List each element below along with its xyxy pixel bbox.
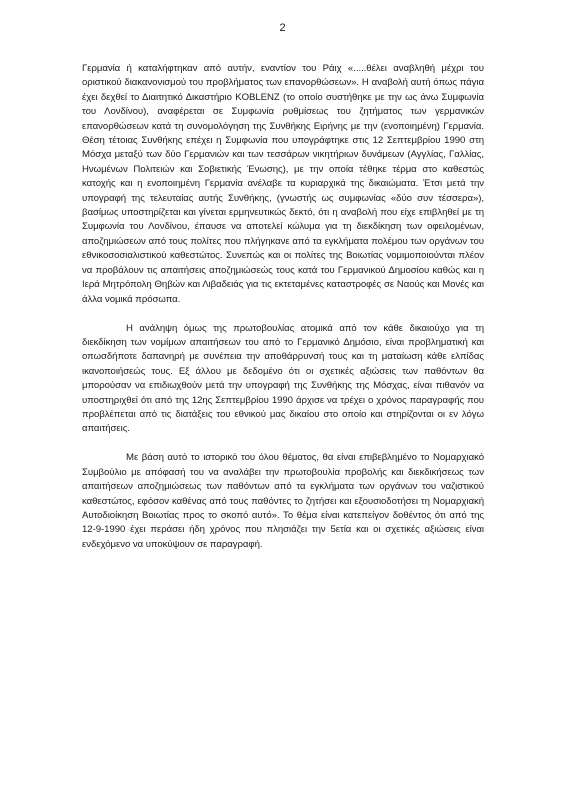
paragraph-council-initiative: Με βάση αυτό το ιστορικό του όλου θέματος, θα είναι επιβεβλημένο το Νομαρχιακό Συμβούλιο με απόφασή του να αναλάβει την πρωτοβουλία προβολής και διεκδικήσεως των απαιτήσεων αποζημιώσεως των παθόντων από τα εγκλήματα των οργάνων του ναζιστικού καθεστώτος, εφόσον καθένας από τους παθόντες το ζητήσει και εξουσιοδοτήσει τη Νομαρχιακή Αυτοδιοίκηση Βοιωτίας προς το σκοπό αυτό». Το θέμα είναι κατεπείγον δοθέντος ότι από της 12-9-1990 έχει περάσει ήδη χρόνος που πλησιάζει την 5ετία και οι σχετικές αξιώσεις είναι ενδεχόμενο να υποκύψουν σε παραγραφή. (82, 452, 484, 550)
paragraph-individual-claims: Η ανάληψη όμως της πρωτοβουλίας ατομικά από τον κάθε δικαιούχο για τη διεκδίκηση των νομίμων απαιτήσεων του από το Γερμανικό Δημόσιο, είναι προβληματική και οπωσδήποτε δαπανηρή με συνέπεια την αποθάρρυνσή τους και τη ματαίωση κάθε ελπίδας ικανοποιήσεώς τους. Εξ άλλου με δεδομένο ότι οι σχετικές αξιώσεις των παθόντων θα μπορούσαν να επιδιωχθούν μετά την υπογραφή της Συνθήκης της Μόσχας, είναι πιθανόν να υποστηριχθεί ότι από της 12ης Σεπτεμβρίου 1990 άρχισε να τρέχει ο χρόνος παραγραφής που προβλέπεται από τις διατάξεις του εθνικού μας δικαίου στο οποίο και στηρίζονται οι εν λόγω απαιτήσεις. (82, 322, 484, 435)
document-body (82, 62, 484, 552)
page-number: 2 (279, 22, 286, 34)
paragraph-reparations-postponement: Γερμανία ή καταλήφτηκαν από αυτήν, εναντίον του Ράιχ «.....θέλει αναβληθή μέχρι του οριστικού διακανονισμού του προβλήματος των επανορθώσεων». Η αναβολή αυτή όπως πάγια έχει δεχθεί το Διαιτητικό Δικαστήριο KOBLENZ (το οποίο συστήθηκε με την ως άνω Συμφωνία του Λονδίνου), αναφέρεται σε Συμφωνία ρυθμίσεως του ζητήματος των γερμανικών επανορθώσεων κατά τη συνομολόγηση της Συνθήκης Ειρήνης με την (ενοποιημένη) Γερμανία. Θέση τέτοιας Συνθήκης επέχει η Συμφωνία που υπογράφτηκε στις 12 Σεπτεμβρίου 1990 στη Μόσχα μεταξύ των δύο Γερμανιών και των τεσσάρων νικητήριων δυνάμεων (Αγγλίας, Γαλλίας, Ηνωμένων Πολιτειών και Σοβιετικής Ένωσης), με την οποία τέθηκε τέρμα στο καθεστώς κατοχής και η ενοποιημένη Γερμανία ανέλαβε τα κυριαρχικά της δικαιώματα. Έτσι μετά την υπογραφή της τελευταίας αυτής Συνθήκης, (γνωστής ως συμφωνίας «δύο συν τέσσερα»), βασίμως υποστηρίζεται και γίνεται ερμηνευτικώς δεκτό, ότι η αναβολή που είχε επιβληθεί με τη Συμφωνία του Λονδίνου, έπαυσε να αποτελεί κώλυμα για τη διεκδίκηση των οφειλομένων, αποζημιώσεων από τους πολίτες που πλήγηκανε από τα εγκλήματα πολέμου των οργάνων του εθνικοσοσιαλιστικού καθεστώτος. Συνεπώς και οι πολίτες της Βοιωτίας νομιμοποιούνται πλέον να προβάλουν τις απαιτήσεις αποζημιώσεώς τους κατά του Γερμανικού Δημοσίου καθώς και η Ιερά Μητρόπολη Θηβών και Λιβαδειάς για τις εκτεταμένες καταστροφές σε Ναούς και Μονές και άλλα νομικά πρόσωπα. (82, 63, 484, 305)
